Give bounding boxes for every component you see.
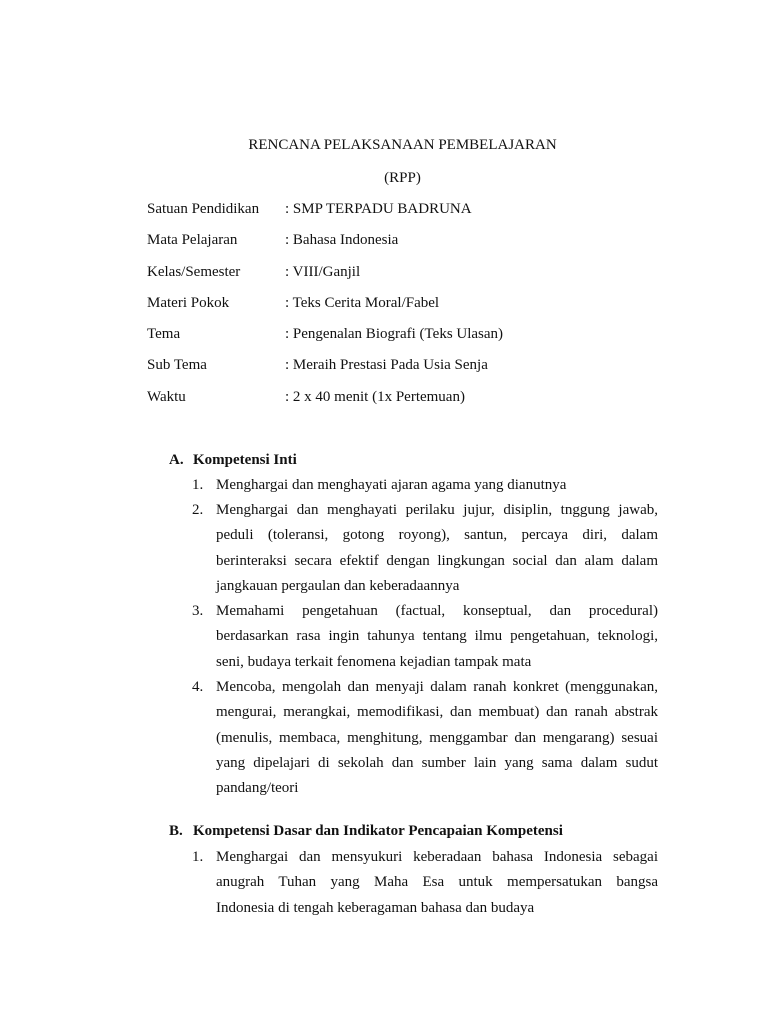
item-line: Menghargai dan mensyukuri keberadaan bahasa Indonesia sebagai [216, 849, 658, 865]
item-number: 4. [192, 679, 204, 695]
section-heading [169, 823, 563, 840]
document-subtitle: (RPP) [384, 170, 421, 186]
info-value: : 2 x 40 menit (1x Pertemuan) [285, 389, 465, 405]
item-text [216, 845, 658, 921]
item-line: Indonesia di tengah keberagaman bahasa dan budaya [216, 899, 535, 916]
item-line: Mencoba, mengolah dan menyaji dalam ranah konkret (menggunakan, [216, 679, 658, 695]
item-line: Menghargai dan menghayati perilaku jujur, disiplin, tnggung jawab, [216, 502, 658, 518]
info-label: Tema [147, 326, 181, 342]
item-line: berinteraksi secara efektif dengan lingkungan social dan alam dalam [216, 552, 658, 569]
info-value: : Meraih Prestasi Pada Usia Senja [285, 357, 488, 373]
info-value: : Bahasa Indonesia [285, 232, 399, 248]
item-number: 1. [192, 849, 204, 865]
info-value: : Teks Cerita Moral/Fabel [285, 295, 440, 311]
item-line: mengurai, merangkai, memodifikasi, dan membuat) dan ranah abstrak [216, 704, 658, 721]
info-value: : SMP TERPADU BADRUNA [285, 201, 472, 217]
info-value: : VIII/Ganjil [285, 264, 361, 280]
item-text [216, 675, 658, 801]
item-line: anugrah Tuhan yang Maha Esa untuk mempersatukan bangsa [216, 874, 658, 891]
info-value: : Pengenalan Biografi (Teks Ulasan) [285, 326, 504, 342]
item-line: Menghargai dan menghayati ajaran agama yang dianutnya [216, 477, 567, 493]
item-line: pandang/teori [216, 780, 299, 797]
info-label: Mata Pelajaran [147, 232, 238, 248]
info-label: Kelas/Semester [147, 264, 241, 280]
item-text [216, 599, 658, 675]
section-title: Kompetensi Inti [193, 452, 297, 468]
item-line: (menulis, membaca, menghitung, menggambar dan mengarang) sesuai [216, 729, 658, 746]
item-number: 3. [192, 603, 204, 619]
item-text [216, 498, 658, 599]
info-label: Waktu [147, 389, 186, 405]
section-letter: B. [169, 823, 183, 839]
item-line: Memahami pengetahuan (factual, konseptual, dan procedural) [216, 603, 658, 619]
item-line: jangkauan pergaulan dan keberadaannya [216, 577, 460, 594]
section-heading [169, 452, 297, 469]
item-line: yang dipelajari di sekolah dan sumber lain yang sama dalam sudut [216, 754, 658, 771]
document-title: RENCANA PELAKSANAAN PEMBELAJARAN [248, 137, 557, 153]
item-line: berdasarkan rasa ingin tahunya tentang ilmu pengetahuan, teknologi, [216, 628, 658, 645]
item-text [216, 473, 658, 498]
item-line: peduli (toleransi, gotong royong), santun, percaya diri, dalam [216, 527, 658, 544]
info-label: Satuan Pendidikan [147, 201, 260, 217]
item-number: 1. [192, 477, 204, 493]
item-number: 2. [192, 502, 204, 518]
item-line: seni, budaya terkait fenomena kejadian tampak mata [216, 653, 532, 670]
info-label: Materi Pokok [147, 295, 230, 311]
info-label: Sub Tema [147, 357, 207, 373]
section-letter: A. [169, 452, 184, 468]
section-title: Kompetensi Dasar dan Indikator Pencapaian Kompetensi [193, 823, 563, 839]
